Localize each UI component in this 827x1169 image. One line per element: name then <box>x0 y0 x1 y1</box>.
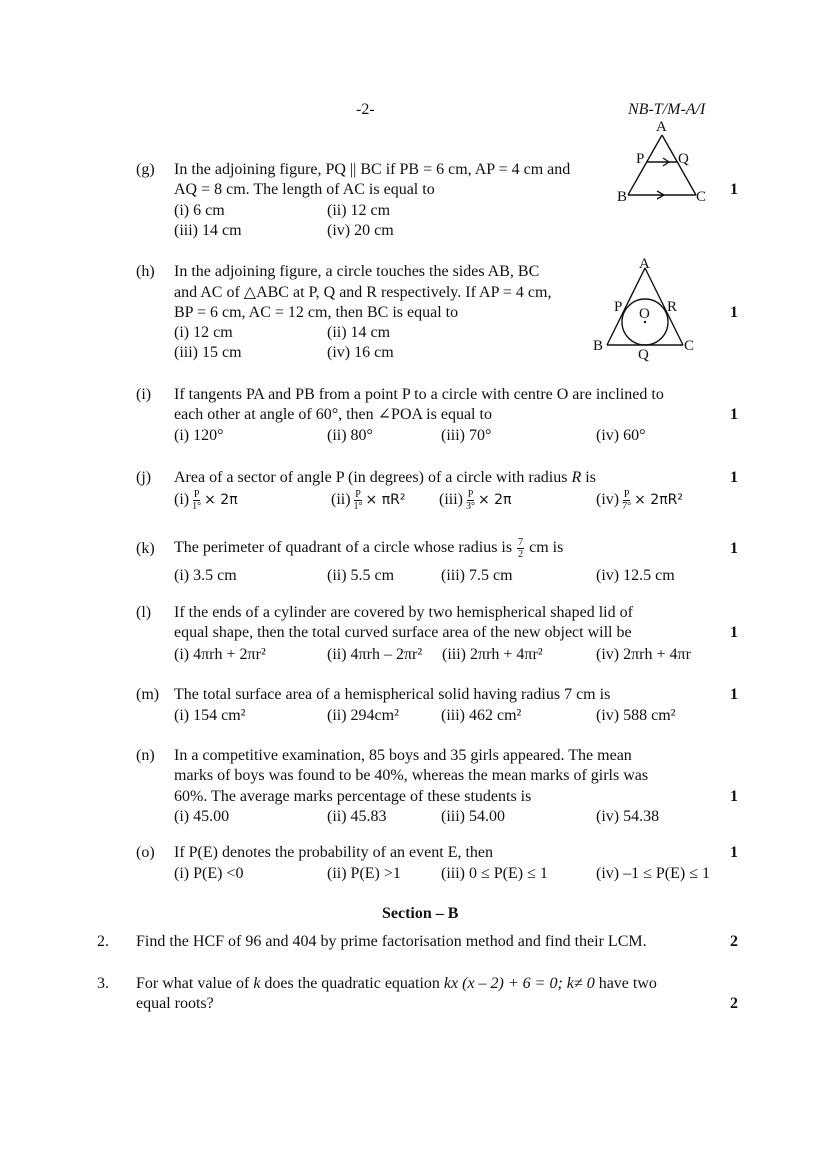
section-title: Section – B <box>382 905 459 922</box>
option-i <box>174 486 238 514</box>
fraction-numerator: P <box>193 488 200 500</box>
question-text: In the adjoining figure, a circle touches the sides AB, BC <box>174 263 540 280</box>
question-number: 2. <box>97 933 109 950</box>
question-text: each other at angle of 60°, then ∠POA is equal to <box>174 406 492 423</box>
marks: 1 <box>730 469 738 486</box>
fraction-denominator: 2 <box>518 548 524 560</box>
option-ii: (ii) P(E) >1 <box>327 865 401 882</box>
option-ii: (ii) 45.83 <box>327 808 387 825</box>
option-i: (i) 120° <box>174 427 224 444</box>
fraction-denominator: 7° <box>622 500 632 512</box>
marks: 2 <box>730 933 738 950</box>
option-iii: (iii) 15 cm <box>174 344 242 361</box>
fraction <box>466 489 475 512</box>
option-ii: (ii) 14 cm <box>327 324 391 341</box>
question-text-part: For what value of <box>136 975 254 992</box>
question-number: 3. <box>97 975 109 992</box>
question-text: 60%. The average marks percentage of these students is <box>174 788 532 805</box>
marks: 1 <box>730 406 738 423</box>
question-text: Find the HCF of 96 and 404 by prime factorisation method and find their LCM. <box>136 933 647 950</box>
option-prefix: (iii) <box>439 491 463 508</box>
marks: 1 <box>730 304 738 321</box>
option-i: (i) 12 cm <box>174 324 233 341</box>
question-text: In a competitive examination, 85 boys and 35 girls appeared. The mean <box>174 747 632 764</box>
label-b: B <box>593 338 604 354</box>
option-iv: (iv) 12.5 cm <box>596 567 675 584</box>
question-text-part: cm is <box>529 539 564 556</box>
option-ii: (ii) 80° <box>327 427 373 444</box>
question-label: (l) <box>136 604 152 621</box>
question-text: AQ = 8 cm. The length of AC is equal to <box>174 181 435 198</box>
option-iii: (iii) 0 ≤ P(E) ≤ 1 <box>441 865 548 882</box>
question-text: If the ends of a cylinder are covered by two hemispherical shaped lid of <box>174 604 633 621</box>
fraction-numerator: P <box>467 488 474 500</box>
option-iii: (iii) 462 cm² <box>441 707 522 724</box>
option-expression: × 2π <box>204 492 238 508</box>
label-o: O <box>639 306 650 322</box>
option-iv: (iv) 20 cm <box>327 222 394 239</box>
marks: 1 <box>730 844 738 861</box>
option-ii: (ii) 294cm² <box>327 707 399 724</box>
question-text: If tangents PA and PB from a point P to a circle with centre O are inclined to <box>174 386 664 403</box>
question-label: (k) <box>136 540 155 557</box>
option-iv: (iv) 588 cm² <box>596 707 676 724</box>
question-label: (g) <box>136 161 155 178</box>
option-iii: (iii) 54.00 <box>441 808 505 825</box>
radius-symbol: R <box>571 469 582 486</box>
question-text <box>174 532 563 564</box>
option-iv: (iv) 16 cm <box>327 344 394 361</box>
question-text <box>174 468 596 488</box>
option-expression: × 2π <box>478 492 512 508</box>
option-iv <box>596 486 683 514</box>
option-i: (i) 6 cm <box>174 202 225 219</box>
question-label: (n) <box>136 747 155 764</box>
option-iv: (iv) –1 ≤ P(E) ≤ 1 <box>596 865 710 882</box>
label-c: C <box>696 189 707 205</box>
marks: 1 <box>730 181 738 198</box>
option-i: (i) 45.00 <box>174 808 230 825</box>
option-expression: × πR² <box>365 492 406 508</box>
marks: 1 <box>730 540 738 557</box>
marks: 1 <box>730 624 738 641</box>
marks: 1 <box>730 686 738 703</box>
fraction <box>622 489 631 512</box>
option-iv: (iv) 54.38 <box>596 808 660 825</box>
option-iii <box>439 486 512 514</box>
option-i: (i) 4πrh + 2πr² <box>174 646 266 663</box>
option-iii: (iii) 70° <box>441 427 492 444</box>
fraction-denominator: 1° <box>353 500 363 512</box>
fraction-denominator: 1° <box>192 500 202 512</box>
option-ii: (ii) 4πrh – 2πr² <box>327 646 423 663</box>
question-label: (j) <box>136 469 152 486</box>
question-text: BP = 6 cm, AC = 12 cm, then BC is equal to <box>174 304 459 321</box>
option-i: (i) 154 cm² <box>174 707 246 724</box>
option-prefix: (i) <box>174 491 190 508</box>
equation: kx (x – 2) + 6 = 0; k≠ 0 <box>443 975 595 992</box>
question-text: equal roots? <box>136 995 214 1012</box>
fraction <box>354 489 363 512</box>
question-text-part: does the quadratic equation <box>260 975 444 992</box>
option-i: (i) P(E) <0 <box>174 865 244 882</box>
question-text-part: have two <box>594 975 657 992</box>
question-text: If P(E) denotes the probability of an event E, then <box>174 844 494 861</box>
triangle-incircle-figure <box>585 250 705 365</box>
label-q: Q <box>678 151 689 167</box>
page-number: -2- <box>356 101 375 118</box>
fraction <box>517 537 524 560</box>
marks: 2 <box>730 995 738 1012</box>
option-iii: (iii) 7.5 cm <box>441 567 513 584</box>
question-text: and AC of △ABC at P, Q and R respectively. If AP = 4 cm, <box>174 284 552 301</box>
fraction-numerator: P <box>355 488 361 500</box>
option-ii <box>331 486 406 514</box>
question-text-part: Area of a sector of angle P (in degrees) of a circle with radius <box>174 469 572 486</box>
label-c: C <box>684 338 695 354</box>
fraction <box>192 489 201 512</box>
fraction-numerator: 7 <box>518 536 524 548</box>
option-iii: (iii) 14 cm <box>174 222 242 239</box>
paper-code: NB-T/M-A/I <box>628 101 706 118</box>
question-label: (i) <box>136 386 152 403</box>
label-r: R <box>667 299 678 315</box>
option-prefix: (ii) <box>331 491 351 508</box>
label-a: A <box>639 256 650 272</box>
question-text: The total surface area of a hemispherical solid having radius 7 cm is <box>174 686 611 703</box>
option-iv: (iv) 2πrh + 4πr <box>596 646 691 663</box>
variable-k: k <box>253 975 261 992</box>
label-b: B <box>617 189 628 205</box>
label-q: Q <box>638 347 649 363</box>
option-prefix: (iv) <box>596 491 620 508</box>
option-i: (i) 3.5 cm <box>174 567 237 584</box>
question-text-part: is <box>581 469 596 486</box>
option-ii: (ii) 12 cm <box>327 202 391 219</box>
label-p: P <box>614 299 623 315</box>
question-text-part: The perimeter of quadrant of a circle whose radius is <box>174 539 513 556</box>
option-expression: × 2πR² <box>634 492 683 508</box>
question-label: (m) <box>136 686 160 703</box>
question-label: (o) <box>136 844 155 861</box>
label-p: P <box>636 151 645 167</box>
question-label: (h) <box>136 263 155 280</box>
marks: 1 <box>730 788 738 805</box>
option-iv: (iv) 60° <box>596 427 646 444</box>
question-text: In the adjoining figure, PQ || BC if PB = 6 cm, AP = 4 cm and <box>174 161 571 178</box>
question-text: marks of boys was found to be 40%, whereas the mean marks of girls was <box>174 767 649 784</box>
triangle-pq-parallel-bc-figure <box>610 115 720 210</box>
label-a: A <box>656 119 667 135</box>
fraction-denominator: 3° <box>466 500 475 512</box>
option-iii: (iii) 2πrh + 4πr² <box>442 646 543 663</box>
question-text: equal shape, then the total curved surface area of the new object will be <box>174 624 632 641</box>
option-ii: (ii) 5.5 cm <box>327 567 395 584</box>
fraction-numerator: P <box>623 488 630 500</box>
question-text <box>136 974 657 994</box>
